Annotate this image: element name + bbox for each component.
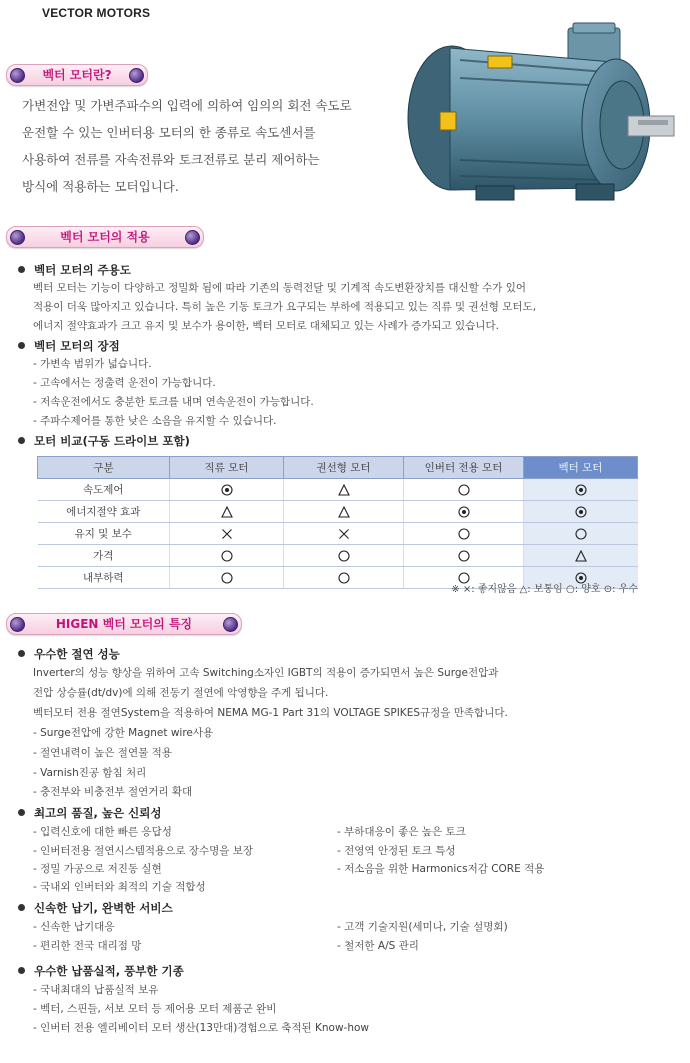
bullet-title: 벡터 모터의 주용도 xyxy=(34,263,131,277)
bullet-icon xyxy=(18,904,25,911)
bullet-title: 벡터 모터의 장점 xyxy=(34,339,120,353)
list-item: - 철저한 A/S 관리 xyxy=(337,940,419,952)
rating-cell xyxy=(284,567,404,589)
bullet-dot-icon xyxy=(129,68,144,83)
bullet-icon xyxy=(18,967,25,974)
bullet-title: 최고의 품질, 높은 신뢰성 xyxy=(34,806,162,820)
bullet-title: 모터 비교(구동 드라이브 포함) xyxy=(34,434,190,448)
good-rating-icon xyxy=(458,550,470,562)
list-item: - 정밀 가공으로 저진동 실현 xyxy=(33,863,162,875)
bullet-dot-icon xyxy=(10,230,25,245)
rating-cell xyxy=(284,479,404,501)
paragraph-line: 적용이 더욱 많아지고 있습니다. 특히 높은 기동 토크가 요구되는 부하에 적용되고 있는 직류 및 권선형 모터도, xyxy=(33,301,537,313)
intro-line: 운전할 수 있는 인버터용 모터의 한 종류로 속도센서를 xyxy=(22,125,316,140)
good-rating-icon xyxy=(221,572,233,584)
paragraph-line: Inverter의 성능 향상을 위하여 고속 Switching소자인 IGBT의 적용이 증가되면서 높은 Surge전압과 xyxy=(33,667,499,679)
rating-cell xyxy=(404,501,524,523)
list-item: - 신속한 납기대응 xyxy=(33,921,115,933)
bullet-advantages xyxy=(18,338,120,354)
good-rating-icon xyxy=(458,528,470,540)
fair-rating-icon xyxy=(575,550,587,562)
fair-rating-icon xyxy=(338,484,350,496)
good-rating-icon xyxy=(338,572,350,584)
bullet-dot-icon xyxy=(223,617,238,632)
intro-line: 가변전압 및 가변주파수의 입력에 의하여 임의의 회전 속도로 xyxy=(22,98,352,113)
bullet-title: 우수한 납품실적, 풍부한 기종 xyxy=(34,964,184,978)
rating-cell xyxy=(170,501,284,523)
vector-motor-image xyxy=(390,20,690,210)
list-item: - 충전부와 비충전부 절연거리 확대 xyxy=(33,786,193,798)
bullet-quality xyxy=(18,805,161,821)
brand-title: VECTOR MOTORS xyxy=(42,6,151,20)
header-vector-motor: 벡터 모터 xyxy=(524,457,638,479)
bad-rating-icon xyxy=(338,528,350,540)
list-item: - 국내최대의 납품실적 보유 xyxy=(33,984,159,996)
bad-rating-icon xyxy=(221,528,233,540)
section-heading-vector-motor xyxy=(6,64,148,86)
bullet-comparison xyxy=(18,433,190,449)
rating-cell xyxy=(524,501,638,523)
intro-paragraph xyxy=(22,92,382,200)
header-category: 구분 xyxy=(38,457,170,479)
list-item: - 저속운전에서도 충분한 토크를 내며 연속운전이 가능합니다. xyxy=(33,396,314,408)
header-dc-motor: 직류 모터 xyxy=(170,457,284,479)
list-item: - Surge전압에 강한 Magnet wire사용 xyxy=(33,727,214,739)
rating-cell xyxy=(404,523,524,545)
list-item: - 부하대응이 좋은 높은 토크 xyxy=(337,826,466,838)
good-rating-icon xyxy=(575,528,587,540)
bullet-dot-icon xyxy=(10,68,25,83)
excellent-rating-icon xyxy=(575,506,587,518)
paragraph-line: 전압 상승률(dt/dv)에 의해 전동기 절연에 악영향을 주게 됩니다. xyxy=(33,687,329,699)
list-item: - 입력신호에 대한 빠른 응답성 xyxy=(33,826,172,838)
fair-rating-icon xyxy=(338,506,350,518)
row-label: 가격 xyxy=(38,545,170,567)
list-item: - 인버터전용 절연시스템적용으로 장수명을 보장 xyxy=(33,845,253,857)
table-header-row xyxy=(38,457,638,479)
table-row xyxy=(38,479,638,501)
bullet-icon xyxy=(18,437,25,444)
section-title: 벡터 모터란? xyxy=(42,68,112,82)
list-item: - 편리한 전국 대리점 망 xyxy=(33,940,142,952)
excellent-rating-icon xyxy=(458,506,470,518)
good-rating-icon xyxy=(221,550,233,562)
table-row xyxy=(38,545,638,567)
header-inverter-motor: 인버터 전용 모터 xyxy=(404,457,524,479)
list-item: - 주파수제어를 통한 낮은 소음을 유지할 수 있습니다. xyxy=(33,415,277,427)
intro-line: 방식에 적용하는 모터입니다. xyxy=(22,179,179,194)
rating-cell xyxy=(524,479,638,501)
list-item: - 고속에서는 정출력 운전이 가능합니다. xyxy=(33,377,216,389)
rating-cell xyxy=(170,567,284,589)
table-row xyxy=(38,523,638,545)
bullet-icon xyxy=(18,342,25,349)
section-heading-features xyxy=(6,613,242,635)
rating-cell xyxy=(170,545,284,567)
header-wound-motor: 권선형 모터 xyxy=(284,457,404,479)
list-item: - Varnish진공 함침 처리 xyxy=(33,767,147,779)
good-rating-icon xyxy=(458,484,470,496)
excellent-rating-icon xyxy=(221,484,233,496)
bullet-icon xyxy=(18,266,25,273)
list-item: - 국내외 인버터와 최적의 기술 적합성 xyxy=(33,881,206,893)
bullet-title: 신속한 납기, 완벽한 서비스 xyxy=(34,901,173,915)
bullet-title: 우수한 절연 성능 xyxy=(34,647,120,661)
rating-cell xyxy=(284,501,404,523)
rating-cell xyxy=(284,523,404,545)
bullet-icon xyxy=(18,809,25,816)
section-title: 벡터 모터의 적용 xyxy=(60,230,150,244)
list-item: - 고객 기술지원(세미나, 기술 설명회) xyxy=(337,921,508,933)
row-label: 에너지절약 효과 xyxy=(38,501,170,523)
fair-rating-icon xyxy=(221,506,233,518)
list-item: - 가변속 범위가 넓습니다. xyxy=(33,358,152,370)
rating-cell xyxy=(170,479,284,501)
rating-cell xyxy=(524,523,638,545)
section-heading-application xyxy=(6,226,204,248)
paragraph-line: 에너지 절약효과가 크고 유지 및 보수가 용이한, 벡터 모터로 대체되고 있는 사례가 증가되고 있습니다. xyxy=(33,320,499,332)
bullet-main-use xyxy=(18,262,131,278)
list-item: - 전영역 안정된 토크 특성 xyxy=(337,845,456,857)
row-label: 내부하력 xyxy=(38,567,170,589)
list-item: - 인버터 전용 엘리베이터 모터 생산(13만대)경험으로 축적된 Know-how xyxy=(33,1022,370,1034)
list-item: - 절연내력이 높은 절연물 적용 xyxy=(33,747,172,759)
rating-cell xyxy=(284,545,404,567)
good-rating-icon xyxy=(338,550,350,562)
rating-cell xyxy=(170,523,284,545)
bullet-service xyxy=(18,900,173,916)
row-label: 유지 및 보수 xyxy=(38,523,170,545)
bullet-dot-icon xyxy=(185,230,200,245)
intro-line: 사용하여 전류를 자속전류와 토크전류로 분리 제어하는 xyxy=(22,152,320,167)
bullet-insulation xyxy=(18,646,120,662)
rating-cell xyxy=(524,545,638,567)
row-label: 속도제어 xyxy=(38,479,170,501)
list-item: - 저소음을 위한 Harmonics저감 CORE 적용 xyxy=(337,863,545,875)
table-row xyxy=(38,501,638,523)
excellent-rating-icon xyxy=(575,484,587,496)
paragraph-line: 벡터 모터는 기능이 다양하고 정밀화 됨에 따라 기존의 동력전달 및 기계적 속도변환장치를 대신할 수가 있어 xyxy=(33,282,527,294)
bullet-dot-icon xyxy=(10,617,25,632)
bullet-icon xyxy=(18,650,25,657)
comparison-table xyxy=(37,456,638,589)
rating-cell xyxy=(404,545,524,567)
section-title: HIGEN 벡터 모터의 특징 xyxy=(55,617,193,631)
bullet-track-record xyxy=(18,963,184,979)
table-legend: ※ ×: 좋지않음 △: 보통임 ○: 양호 ⊙: 우수 xyxy=(451,584,638,595)
list-item: - 벡터, 스핀들, 서보 모터 등 제어용 모터 제품군 완비 xyxy=(33,1003,277,1015)
rating-cell xyxy=(404,479,524,501)
paragraph-line: 벡터모터 전용 절연System을 적용하여 NEMA MG-1 Part 31의 VOLTAGE SPIKES규정을 만족합니다. xyxy=(33,707,508,719)
